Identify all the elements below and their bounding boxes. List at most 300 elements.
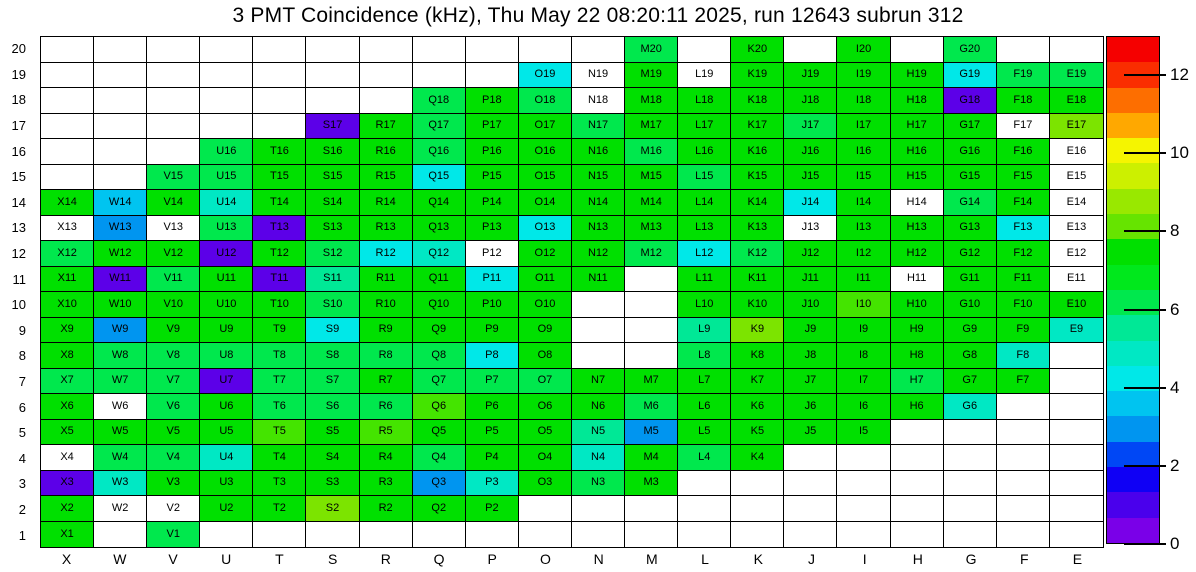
grid-cell — [1050, 37, 1103, 63]
grid-cell: S9 — [306, 318, 359, 344]
y-axis-tick-label: 17 — [11, 118, 26, 134]
grid-cell: T13 — [253, 216, 306, 242]
grid-cell: V12 — [147, 241, 200, 267]
x-axis-tick-label: R — [380, 551, 391, 567]
grid-cell: T12 — [253, 241, 306, 267]
grid-cell: Q7 — [413, 369, 466, 395]
grid-cell: T3 — [253, 471, 306, 497]
grid-cell: Q12 — [413, 241, 466, 267]
y-axis-tick-label: 1 — [18, 527, 26, 543]
grid-cell: E18 — [1050, 88, 1103, 114]
grid-cell — [466, 37, 519, 63]
grid-cell: P18 — [466, 88, 519, 114]
grid-cell: W8 — [94, 343, 147, 369]
grid-cell: K5 — [731, 420, 784, 446]
colorbar-band — [1107, 518, 1159, 543]
grid-cell: L13 — [678, 216, 731, 242]
grid-cell: K8 — [731, 343, 784, 369]
colorbar-band — [1107, 163, 1159, 188]
grid-cell: N7 — [572, 369, 625, 395]
grid-cell: J15 — [784, 165, 837, 191]
grid-cell: O5 — [519, 420, 572, 446]
grid-cell — [413, 63, 466, 89]
grid-cell: M6 — [625, 394, 678, 420]
grid-cell — [784, 37, 837, 63]
grid-cell: J14 — [784, 190, 837, 216]
x-axis-tick-label: P — [487, 551, 497, 567]
grid-cell: X13 — [41, 216, 94, 242]
grid-cell: X11 — [41, 267, 94, 293]
grid-cell: R8 — [360, 343, 413, 369]
grid-cell: K16 — [731, 139, 784, 165]
grid-cell: J7 — [784, 369, 837, 395]
grid-cell — [572, 318, 625, 344]
grid-cell: R7 — [360, 369, 413, 395]
y-axis-tick-label: 5 — [18, 425, 26, 441]
grid-cell: P10 — [466, 292, 519, 318]
grid-cell: S14 — [306, 190, 359, 216]
grid-cell — [572, 37, 625, 63]
grid-cell: W2 — [94, 496, 147, 522]
grid-cell: P13 — [466, 216, 519, 242]
grid-cell — [94, 63, 147, 89]
grid-cell — [678, 471, 731, 497]
grid-cell — [625, 343, 678, 369]
grid-cell: S3 — [306, 471, 359, 497]
grid-cell: L5 — [678, 420, 731, 446]
grid-cell: O19 — [519, 63, 572, 89]
grid-cell — [200, 114, 253, 140]
x-axis-tick-label: Q — [433, 551, 445, 567]
grid-cell: Q14 — [413, 190, 466, 216]
colorbar-tick-label: 12 — [1170, 65, 1189, 85]
grid-cell — [41, 63, 94, 89]
grid-cell: V1 — [147, 522, 200, 548]
grid-cell: U7 — [200, 369, 253, 395]
colorbar-tick-label: 4 — [1170, 377, 1180, 397]
grid-cell — [891, 445, 944, 471]
grid-cell: K19 — [731, 63, 784, 89]
grid-cell: Q3 — [413, 471, 466, 497]
grid-cell: F19 — [997, 63, 1050, 89]
grid-cell: K7 — [731, 369, 784, 395]
grid-cell: Q17 — [413, 114, 466, 140]
grid-cell — [784, 445, 837, 471]
grid-cell: S15 — [306, 165, 359, 191]
grid-cell: L18 — [678, 88, 731, 114]
grid-cell: S8 — [306, 343, 359, 369]
grid-cell — [147, 63, 200, 89]
grid-cell: N13 — [572, 216, 625, 242]
grid-cell — [891, 522, 944, 548]
grid-cell: O9 — [519, 318, 572, 344]
grid-cell — [625, 496, 678, 522]
grid-cell: O18 — [519, 88, 572, 114]
grid-cell: V3 — [147, 471, 200, 497]
grid-cell — [1050, 369, 1103, 395]
grid-cell: O6 — [519, 394, 572, 420]
grid-cell: L14 — [678, 190, 731, 216]
x-axis-tick-label: E — [1072, 551, 1083, 567]
grid-cell: J5 — [784, 420, 837, 446]
colorbar-tick — [1124, 309, 1166, 311]
grid-cell: N4 — [572, 445, 625, 471]
colorbar-band — [1107, 341, 1159, 366]
grid-cell: J12 — [784, 241, 837, 267]
grid-cell: J8 — [784, 343, 837, 369]
grid-cell: I16 — [837, 139, 890, 165]
grid-cell: O3 — [519, 471, 572, 497]
grid-cell: R13 — [360, 216, 413, 242]
grid-cell — [253, 522, 306, 548]
grid-cell — [41, 88, 94, 114]
grid-cell — [94, 139, 147, 165]
colorbar-tick-label: 10 — [1170, 143, 1189, 163]
grid-cell: S16 — [306, 139, 359, 165]
grid-cell: M20 — [625, 37, 678, 63]
grid-cell — [94, 88, 147, 114]
grid-cell: J13 — [784, 216, 837, 242]
grid-cell — [784, 471, 837, 497]
y-axis-tick-label: 4 — [18, 450, 26, 466]
grid-cell: F9 — [997, 318, 1050, 344]
grid-cell: T4 — [253, 445, 306, 471]
grid-cell: J16 — [784, 139, 837, 165]
grid-cell: V6 — [147, 394, 200, 420]
grid-cell: R15 — [360, 165, 413, 191]
grid-cell — [253, 37, 306, 63]
grid-cell: R6 — [360, 394, 413, 420]
grid-cell — [891, 420, 944, 446]
colorbar-band — [1107, 442, 1159, 467]
colorbar-tick-label: 8 — [1170, 221, 1180, 241]
colorbar-tick — [1124, 230, 1166, 232]
grid-cell: J17 — [784, 114, 837, 140]
grid-cell — [466, 63, 519, 89]
grid-cell — [1050, 445, 1103, 471]
grid-cell: E13 — [1050, 216, 1103, 242]
grid-cell: I18 — [837, 88, 890, 114]
grid-cell: P8 — [466, 343, 519, 369]
grid-cell: K4 — [731, 445, 784, 471]
colorbar-tick — [1124, 74, 1166, 76]
grid-cell: G15 — [944, 165, 997, 191]
grid-cell: V4 — [147, 445, 200, 471]
grid-cell: L7 — [678, 369, 731, 395]
grid-cell: O4 — [519, 445, 572, 471]
grid-cell: S12 — [306, 241, 359, 267]
x-axis-tick-label: W — [113, 551, 127, 567]
grid-cell: H7 — [891, 369, 944, 395]
grid-cell: H9 — [891, 318, 944, 344]
grid-cell: V9 — [147, 318, 200, 344]
colorbar-band — [1107, 492, 1159, 517]
grid-cell: W3 — [94, 471, 147, 497]
grid-cell — [997, 496, 1050, 522]
x-axis-tick-label: L — [701, 551, 709, 567]
grid-cell: K12 — [731, 241, 784, 267]
grid-cell: E14 — [1050, 190, 1103, 216]
grid-cell: W14 — [94, 190, 147, 216]
grid-cell: M4 — [625, 445, 678, 471]
grid-cell: K18 — [731, 88, 784, 114]
y-axis-tick-label: 20 — [11, 41, 26, 57]
grid-cell: V14 — [147, 190, 200, 216]
colorbar-band — [1107, 214, 1159, 239]
grid-cell: W9 — [94, 318, 147, 344]
grid-cell: V11 — [147, 267, 200, 293]
grid-cell: I12 — [837, 241, 890, 267]
grid-cell: M3 — [625, 471, 678, 497]
grid-cell — [147, 139, 200, 165]
colorbar-band — [1107, 391, 1159, 416]
grid-cell: P7 — [466, 369, 519, 395]
grid-cell: G20 — [944, 37, 997, 63]
grid-cell: I10 — [837, 292, 890, 318]
colorbar-tick-label: 2 — [1170, 455, 1180, 475]
grid-cell — [572, 496, 625, 522]
grid-cell: E10 — [1050, 292, 1103, 318]
grid-cell: E17 — [1050, 114, 1103, 140]
colorbar-band — [1107, 467, 1159, 492]
grid-cell: H6 — [891, 394, 944, 420]
grid-cell: R5 — [360, 420, 413, 446]
grid-cell: V7 — [147, 369, 200, 395]
grid-cell: Q11 — [413, 267, 466, 293]
grid-cell: R10 — [360, 292, 413, 318]
grid-cell: O7 — [519, 369, 572, 395]
grid-cell: X12 — [41, 241, 94, 267]
grid-cell: U16 — [200, 139, 253, 165]
grid-cell: I14 — [837, 190, 890, 216]
grid-cell: M17 — [625, 114, 678, 140]
grid-cell: X7 — [41, 369, 94, 395]
grid-cell — [572, 343, 625, 369]
grid-cell: I9 — [837, 318, 890, 344]
grid-cell — [944, 445, 997, 471]
grid-cell: T15 — [253, 165, 306, 191]
grid-cell — [519, 522, 572, 548]
grid-cell: K14 — [731, 190, 784, 216]
grid-cell: V5 — [147, 420, 200, 446]
y-axis-tick-label: 19 — [11, 66, 26, 82]
colorbar-band — [1107, 416, 1159, 441]
grid-cell — [997, 471, 1050, 497]
grid-cell: J6 — [784, 394, 837, 420]
grid-cell — [200, 522, 253, 548]
grid-cell — [41, 37, 94, 63]
grid-cell: F16 — [997, 139, 1050, 165]
colorbar — [1106, 36, 1160, 544]
y-axis-tick-label: 8 — [18, 348, 26, 364]
grid-cell: I17 — [837, 114, 890, 140]
grid-cell: P15 — [466, 165, 519, 191]
colorbar-band — [1107, 88, 1159, 113]
grid-cell — [41, 114, 94, 140]
y-axis-tick-label: 18 — [11, 92, 26, 108]
grid-cell: U13 — [200, 216, 253, 242]
grid-cell: W4 — [94, 445, 147, 471]
grid-cell: F15 — [997, 165, 1050, 191]
grid-cell: L17 — [678, 114, 731, 140]
grid-cell: L11 — [678, 267, 731, 293]
grid-cell: H16 — [891, 139, 944, 165]
grid-cell: X3 — [41, 471, 94, 497]
colorbar-band — [1107, 138, 1159, 163]
grid-cell: H18 — [891, 88, 944, 114]
grid-cell: R14 — [360, 190, 413, 216]
grid-cell: N18 — [572, 88, 625, 114]
grid-cell: M12 — [625, 241, 678, 267]
grid-cell: T9 — [253, 318, 306, 344]
grid-cell: S11 — [306, 267, 359, 293]
colorbar-tick — [1124, 152, 1166, 154]
grid-cell: P3 — [466, 471, 519, 497]
grid-cell: I5 — [837, 420, 890, 446]
grid-cell: P17 — [466, 114, 519, 140]
grid-cell: S6 — [306, 394, 359, 420]
grid-cell: I7 — [837, 369, 890, 395]
grid-cell: K20 — [731, 37, 784, 63]
grid-cell: S5 — [306, 420, 359, 446]
grid-cell: O11 — [519, 267, 572, 293]
colorbar-band — [1107, 290, 1159, 315]
grid-cell: W6 — [94, 394, 147, 420]
y-axis-tick-label: 14 — [11, 194, 26, 210]
grid-cell: R3 — [360, 471, 413, 497]
grid-cell: F12 — [997, 241, 1050, 267]
grid-cell: K10 — [731, 292, 784, 318]
grid-cell: V2 — [147, 496, 200, 522]
y-axis-tick-label: 2 — [18, 501, 26, 517]
grid-cell: F18 — [997, 88, 1050, 114]
grid-cell: S7 — [306, 369, 359, 395]
y-axis-tick-label: 6 — [18, 399, 26, 415]
grid-cell: M16 — [625, 139, 678, 165]
x-axis-labels — [40, 551, 1104, 569]
grid-cell — [625, 292, 678, 318]
grid-cell: K15 — [731, 165, 784, 191]
grid-cell: O16 — [519, 139, 572, 165]
grid-cell — [253, 63, 306, 89]
grid-cell: P12 — [466, 241, 519, 267]
grid-cell: E12 — [1050, 241, 1103, 267]
grid-cell: F11 — [997, 267, 1050, 293]
grid-cell — [837, 471, 890, 497]
grid-cell: N16 — [572, 139, 625, 165]
colorbar-tick-label: 0 — [1170, 534, 1180, 553]
grid-cell — [519, 37, 572, 63]
grid-cell — [625, 267, 678, 293]
grid-cell: M14 — [625, 190, 678, 216]
x-axis-tick-label: U — [221, 551, 232, 567]
colorbar-band — [1107, 239, 1159, 264]
grid-cell — [1050, 471, 1103, 497]
grid-cell — [625, 522, 678, 548]
grid-cell — [572, 522, 625, 548]
grid-cell: Q2 — [413, 496, 466, 522]
colorbar-tick — [1124, 543, 1166, 545]
grid-cell: T14 — [253, 190, 306, 216]
colorbar-band — [1107, 37, 1159, 62]
grid-cell — [625, 318, 678, 344]
grid-cell — [200, 88, 253, 114]
grid-cell: R16 — [360, 139, 413, 165]
grid-cell: R12 — [360, 241, 413, 267]
grid-cell: U6 — [200, 394, 253, 420]
grid-cell — [944, 522, 997, 548]
grid-cell: N11 — [572, 267, 625, 293]
grid-cell: G7 — [944, 369, 997, 395]
grid-cell: K6 — [731, 394, 784, 420]
grid-cell: V8 — [147, 343, 200, 369]
grid-cell — [306, 37, 359, 63]
grid-cell: F10 — [997, 292, 1050, 318]
grid-cell — [1050, 420, 1103, 446]
colorbar-band — [1107, 113, 1159, 138]
grid-cell: U9 — [200, 318, 253, 344]
y-axis-tick-label: 10 — [11, 297, 26, 313]
grid-cell: P14 — [466, 190, 519, 216]
grid-cell: X6 — [41, 394, 94, 420]
colorbar-band — [1107, 315, 1159, 340]
grid-cell: N19 — [572, 63, 625, 89]
x-axis-tick-label: O — [539, 551, 551, 567]
grid-cell: F14 — [997, 190, 1050, 216]
grid-cell: G17 — [944, 114, 997, 140]
grid-cell: S2 — [306, 496, 359, 522]
grid-cell: G19 — [944, 63, 997, 89]
grid-cell: N12 — [572, 241, 625, 267]
grid-cell: E11 — [1050, 267, 1103, 293]
grid-cell: H12 — [891, 241, 944, 267]
x-axis-tick-label: N — [593, 551, 604, 567]
grid-cell: T2 — [253, 496, 306, 522]
grid-cell: T11 — [253, 267, 306, 293]
grid-cell: T7 — [253, 369, 306, 395]
grid-cell: I20 — [837, 37, 890, 63]
grid-cell: M13 — [625, 216, 678, 242]
grid-cell: S17 — [306, 114, 359, 140]
grid-cell: U2 — [200, 496, 253, 522]
grid-cell: M15 — [625, 165, 678, 191]
grid-cell: L12 — [678, 241, 731, 267]
grid-cell: T10 — [253, 292, 306, 318]
grid-cell: M7 — [625, 369, 678, 395]
grid-cell — [1050, 343, 1103, 369]
grid-cell: W12 — [94, 241, 147, 267]
grid-cell: I13 — [837, 216, 890, 242]
grid-cell — [731, 471, 784, 497]
grid-cell: K11 — [731, 267, 784, 293]
grid-cell: H8 — [891, 343, 944, 369]
grid-cell: Q16 — [413, 139, 466, 165]
grid-cell: R11 — [360, 267, 413, 293]
grid-cell: H13 — [891, 216, 944, 242]
grid-cell: N6 — [572, 394, 625, 420]
grid-cell — [360, 63, 413, 89]
x-axis-tick-label: G — [965, 551, 977, 567]
colorbar-tick — [1124, 387, 1166, 389]
grid-cell: N15 — [572, 165, 625, 191]
grid-cell — [94, 114, 147, 140]
grid-cell: K9 — [731, 318, 784, 344]
grid-cell: G12 — [944, 241, 997, 267]
grid-cell — [572, 292, 625, 318]
grid-cell: Q13 — [413, 216, 466, 242]
grid-cell: X9 — [41, 318, 94, 344]
y-axis-labels — [0, 36, 32, 548]
